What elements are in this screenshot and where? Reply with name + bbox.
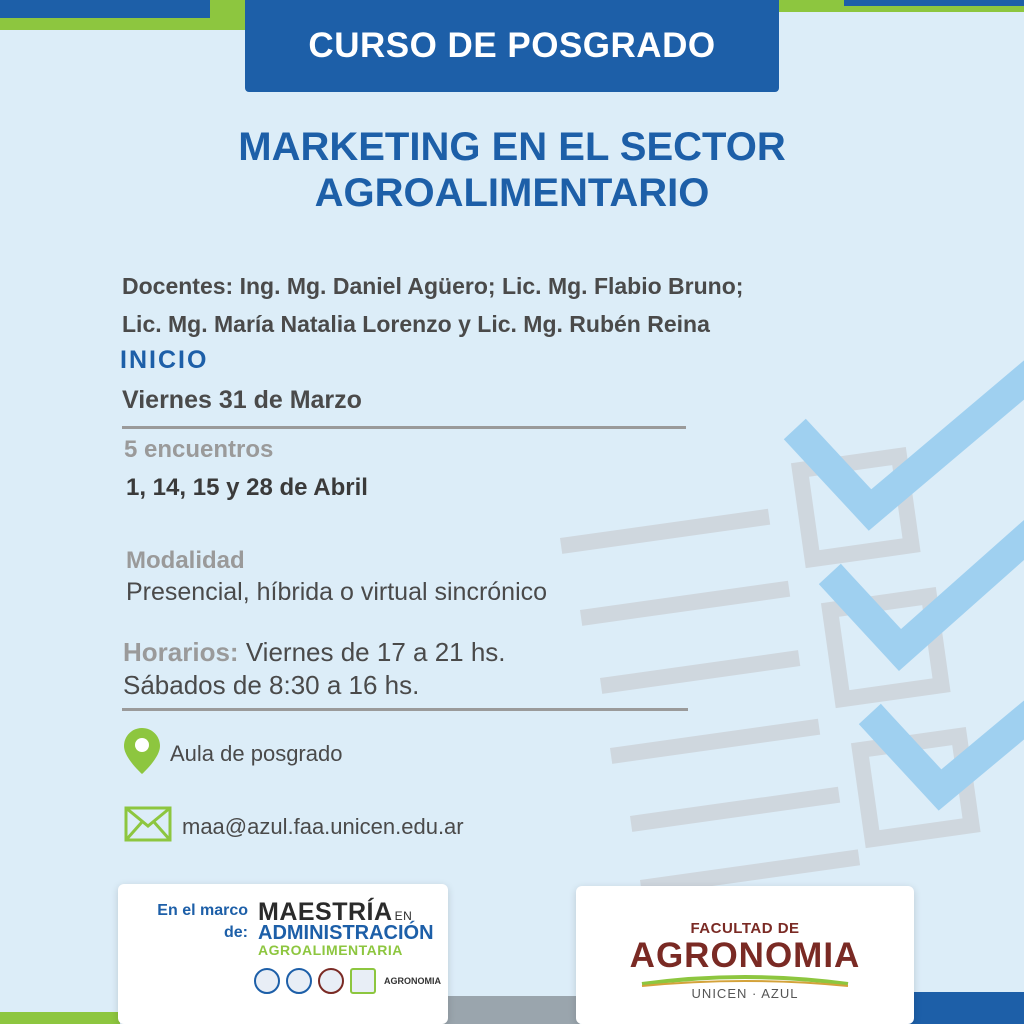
inicio-label: INICIO: [120, 346, 209, 374]
encuentros-label: 5 encuentros: [124, 436, 274, 463]
seal-tag: AGRONOMIA: [384, 976, 441, 986]
location-text: Aula de posgrado: [170, 741, 343, 766]
seal-icon: [318, 968, 344, 994]
docentes: [122, 267, 882, 343]
course-title-line2: AGROALIMENTARIO: [314, 171, 710, 215]
top-left-blue-stripe: [0, 0, 210, 18]
header-label: CURSO DE POSGRADO: [308, 26, 716, 65]
maestria-title-2: ADMINISTRACIÓN: [258, 922, 434, 944]
modalidad-value: Presencial, híbrida o virtual sincrónico: [126, 578, 548, 606]
bottom-gray-stripe: [440, 996, 580, 1024]
institution-seals: [254, 968, 441, 994]
top-right-blue-stripe: [844, 0, 1024, 6]
seal-icon: [286, 968, 312, 994]
seal-icon: [254, 968, 280, 994]
modalidad-label: Modalidad: [126, 547, 245, 574]
horarios-line2: Sábados de 8:30 a 16 hs.: [123, 670, 420, 700]
maestria-card: [118, 884, 448, 1024]
bottom-left-green-stripe: [0, 1012, 120, 1024]
email-text: maa@azul.faa.unicen.edu.ar: [182, 814, 464, 839]
horarios-label: Horarios: [123, 637, 230, 667]
marco-label: [130, 900, 248, 944]
encuentros-dates: 1, 14, 15 y 28 de Abril: [126, 474, 368, 501]
divider: [122, 708, 688, 711]
maestria-title-3: AGROALIMENTARIA: [258, 942, 403, 958]
docentes-line2: Lic. Mg. María Natalia Lorenzo y Lic. Mg. Rubén Reina: [122, 311, 710, 337]
email-row: [124, 806, 464, 848]
facultad-line2: AGRONOMIA: [629, 936, 861, 975]
map-pin-icon: [124, 728, 160, 780]
seal-icon: [350, 968, 376, 994]
header-banner: [245, 0, 779, 92]
location-row: [124, 728, 342, 780]
envelope-icon: [124, 806, 172, 848]
inicio-date: Viernes 31 de Marzo: [122, 386, 362, 414]
facultad-card: [576, 886, 914, 1024]
marco-line2: de:: [224, 924, 248, 941]
divider: [122, 426, 686, 429]
facultad-line1: FACULTAD DE: [690, 920, 800, 937]
facultad-line3: UNICEN · AZUL: [691, 986, 799, 1001]
course-title-line1: MARKETING EN EL SECTOR: [238, 125, 786, 169]
horarios-line1: Viernes de 17 a 21 hs.: [245, 637, 506, 667]
bottom-right-blue-stripe: [904, 992, 1024, 1024]
maestria-title-en: EN: [394, 909, 413, 923]
maestria-title-1: MAESTRÍA: [258, 898, 393, 926]
horarios: Horarios: Viernes de 17 a 21 hs. Sábados de 8:30 a 16 hs.: [123, 637, 506, 700]
course-title: [0, 124, 1024, 216]
checklist-illustration: [540, 360, 1024, 900]
docentes-line1: Docentes: Ing. Mg. Daniel Agüero; Lic. Mg. Flabio Bruno;: [122, 273, 744, 299]
marco-line1: En el marco: [157, 902, 248, 919]
